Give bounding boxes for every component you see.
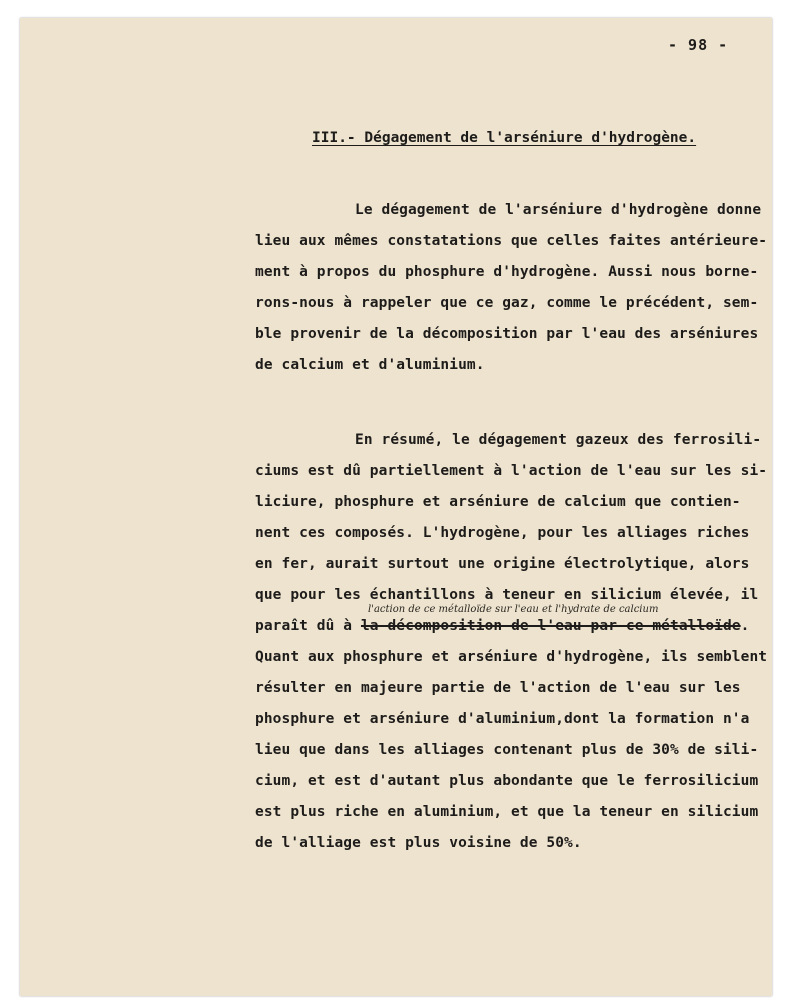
paragraph1-line: lieu aux mêmes constatations que celles faites antérieure- [255,233,768,249]
page-number: - 98 - [668,36,729,54]
paragraph2-line: en fer, aurait surtout une origine électrolytique, alors [255,556,750,572]
paragraph2-line: est plus riche en aluminium, et que la teneur en silicium [255,804,759,820]
struck-through-text: la décomposition de l'eau par ce métalloïde [360,618,741,634]
paragraph2-line: lieu que dans les alliages contenant plus de 30% de sili- [255,742,759,758]
paragraph2-line: cium, et est d'autant plus abondante que le ferrosilicium [255,773,759,789]
paragraph1-line: de calcium et d'aluminium. [255,357,485,373]
paragraph2-line: résulter en majeure partie de l'action de l'eau sur les [255,680,741,696]
section-title: III.- Dégagement de l'arséniure d'hydrogène. [312,130,697,146]
corrected-line-prefix: paraît dû à [255,618,361,634]
corrected-line [255,618,750,634]
paragraph2-line: liciure, phosphure et arséniure de calcium que contien- [255,494,741,510]
paragraph2-line: En résumé, le dégagement gazeux des ferrosili- [355,432,762,448]
paragraph2-line: phosphure et arséniure d'aluminium,dont la formation n'a [255,711,750,727]
paragraph1-line: Le dégagement de l'arséniure d'hydrogène donne [355,202,762,218]
paragraph2-line: de l'alliage est plus voisine de 50%. [255,835,582,851]
paragraph1-line: rons-nous à rappeler que ce gaz, comme le précédent, sem- [255,295,759,311]
paragraph2-line: ciums est dû partiellement à l'action de l'eau sur les si- [255,463,768,479]
paragraph1-line: ment à propos du phosphure d'hydrogène. Aussi nous borne- [255,264,759,280]
corrected-line-suffix: . [740,618,750,634]
paragraph2-line: nent ces composés. L'hydrogène, pour les alliages riches [255,525,750,541]
paragraph2-line: Quant aux phosphure et arséniure d'hydrogène, ils semblent [255,649,768,665]
handwritten-correction: l'action de ce métalloïde sur l'eau et l'hydrate de calcium [368,604,659,615]
document-page [20,18,772,996]
paragraph2-line: que pour les échantillons à teneur en silicium élevée, il [255,587,759,603]
paragraph1-line: ble provenir de la décomposition par l'eau des arséniures [255,326,759,342]
